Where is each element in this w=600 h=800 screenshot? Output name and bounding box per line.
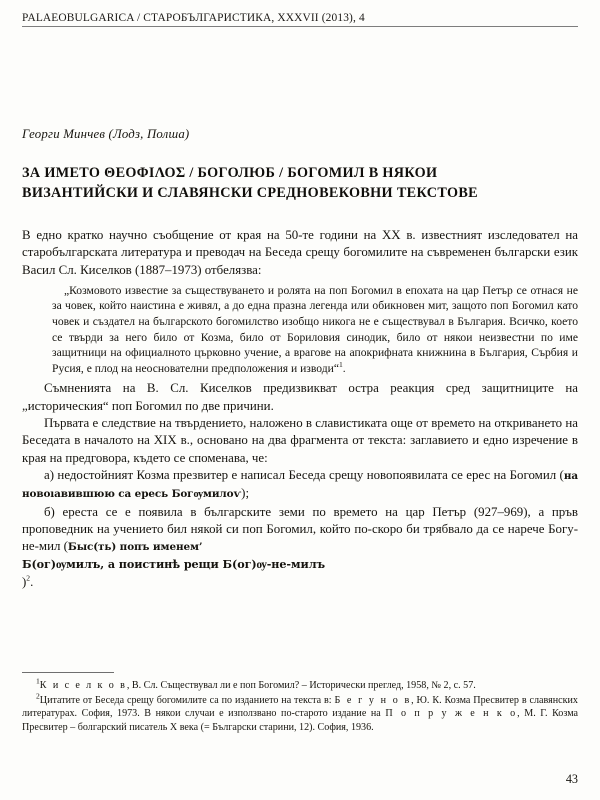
footnote-1 xyxy=(22,679,578,692)
list-item-b-tail: . xyxy=(30,574,34,589)
footnote-2-tail: , М. Г. Козма Пресвитер – болгарский писатель X века (= Български старини, 12). София, 1936. xyxy=(22,708,578,733)
author-byline: Георги Минчев (Лодз, Полша) xyxy=(22,127,190,141)
article-title-line-1: ЗА ИМЕТО ΘΕΟΦΙΛΟΣ / БОГОЛЮБ / БОГОМИЛ В НЯКОИ xyxy=(22,165,438,181)
footnote-1-author: К и с е л к о в xyxy=(39,680,127,692)
list-item-b xyxy=(22,504,578,591)
block-quote-text xyxy=(52,283,578,377)
paragraph-doubts: Съмненията на В. Сл. Киселков предизвикват остра реакция сред защитниците на „историческия“ поп Богомил по две причини. xyxy=(22,381,578,413)
article-body xyxy=(22,227,578,591)
paragraph-group xyxy=(22,380,578,591)
block-quote-body: „Козмовото известие за съществуването и ролята на поп Богомил в епохата на цар Петър се отнася не за човек, който наистина е живял, а до една празна легенда или обикновен мит, защото поп Богомил като човек и създател на българското богомилство изобщо никога не е съществувал в България. Всичко, което се твърди за него било от Козма, било от Бориловия синодик, било от някои неизвестни по име защитници на официалното църковно учение, а врагове на апокрифната книжнина в България, Сърбия и Русия, е плод на неоснователни предположения и изводи“ xyxy=(52,283,578,375)
slavonic-fragment-a: на новоıавившюю са ересь Богѹмилоѵ xyxy=(22,469,578,501)
footnote-2-lead: Цитатите от Беседа срещу богомилите са по изданието на текста в: xyxy=(39,694,335,706)
footnote-1-marker: 1 xyxy=(36,677,40,687)
running-head-rule xyxy=(22,26,578,27)
page-number: 43 xyxy=(565,772,578,786)
footnote-2-marker: 2 xyxy=(36,691,40,701)
list-item-b-close: ) xyxy=(22,574,27,589)
running-head: PALAEOBULGARICA / СТАРОБЪЛГАРИСТИКА, XXXVII (2013), 4 xyxy=(22,12,365,24)
list-item-b-text: б) ереста се е появила в българските земи по времето на цар Петър (927–969), а пръв проповедник на учението бил някой си поп Богомил, който по-скоро би трябвало да се нарече Богу-не-мил ( xyxy=(22,504,578,554)
footnote-1-text: , В. Сл. Съществувал ли е поп Богомил? – Исторически преглед, 1958, № 2, с. 57. xyxy=(126,680,476,692)
list-item-a xyxy=(22,467,578,504)
footnote-ref-2[interactable]: 2 xyxy=(26,573,31,583)
list-item-a-tail: ); xyxy=(241,486,250,501)
footnote-separator-rule xyxy=(22,672,114,673)
slavonic-fragment-b1: Быс(ть) попъ именем’ xyxy=(67,541,203,554)
footnote-2-author-1: Б е г у н о в xyxy=(334,694,412,706)
article-title-line-2: ВИЗАНТИЙСКИ И СЛАВЯНСКИ СРЕДНОВЕКОВНИ ТЕКСТОВЕ xyxy=(22,184,478,201)
footnote-ref-1[interactable]: 1 xyxy=(339,360,343,369)
block-quote-tail: . xyxy=(342,361,346,375)
slavonic-fragment-b2: Б(ог)ѹмилъ, а поистинѣ рещи Б(ог)ѹ-не-милъ xyxy=(22,557,325,572)
article-title xyxy=(22,164,578,203)
paragraph-first-reason: Първата е следствие на твърдението, наложено в славистиката още от времето на откриването на Беседата в началото на XIX в., основано на два фрагмента от текста: заглавието и едно изречение в края на предговора, където се споменава, че: xyxy=(22,416,578,465)
footnote-2 xyxy=(22,691,578,734)
footnotes-section xyxy=(22,672,578,735)
list-item-a-text: а) недостойният Козма презвитер е написал Беседа срещу новопоявилата се ерес на Богомил ( xyxy=(44,467,564,482)
footnote-2-mid: , Ю. К. Козма Пресвитер в славянских литературах. София, 1973. В някои случаи е използвано по-старото издание на xyxy=(22,694,578,720)
footnote-2-author-2: П о п р у ж е н к о xyxy=(385,708,518,720)
block-quote-kiselkov xyxy=(22,283,578,377)
paragraph-intro: В едно кратко научно съобщение от края на 50-те години на XX в. известният изследовател на старобългарската литература и преводач на Беседа срещу богомилите на съвременен български език Васил Сл. Киселков (1887–1973) отбелязва: xyxy=(22,228,578,277)
